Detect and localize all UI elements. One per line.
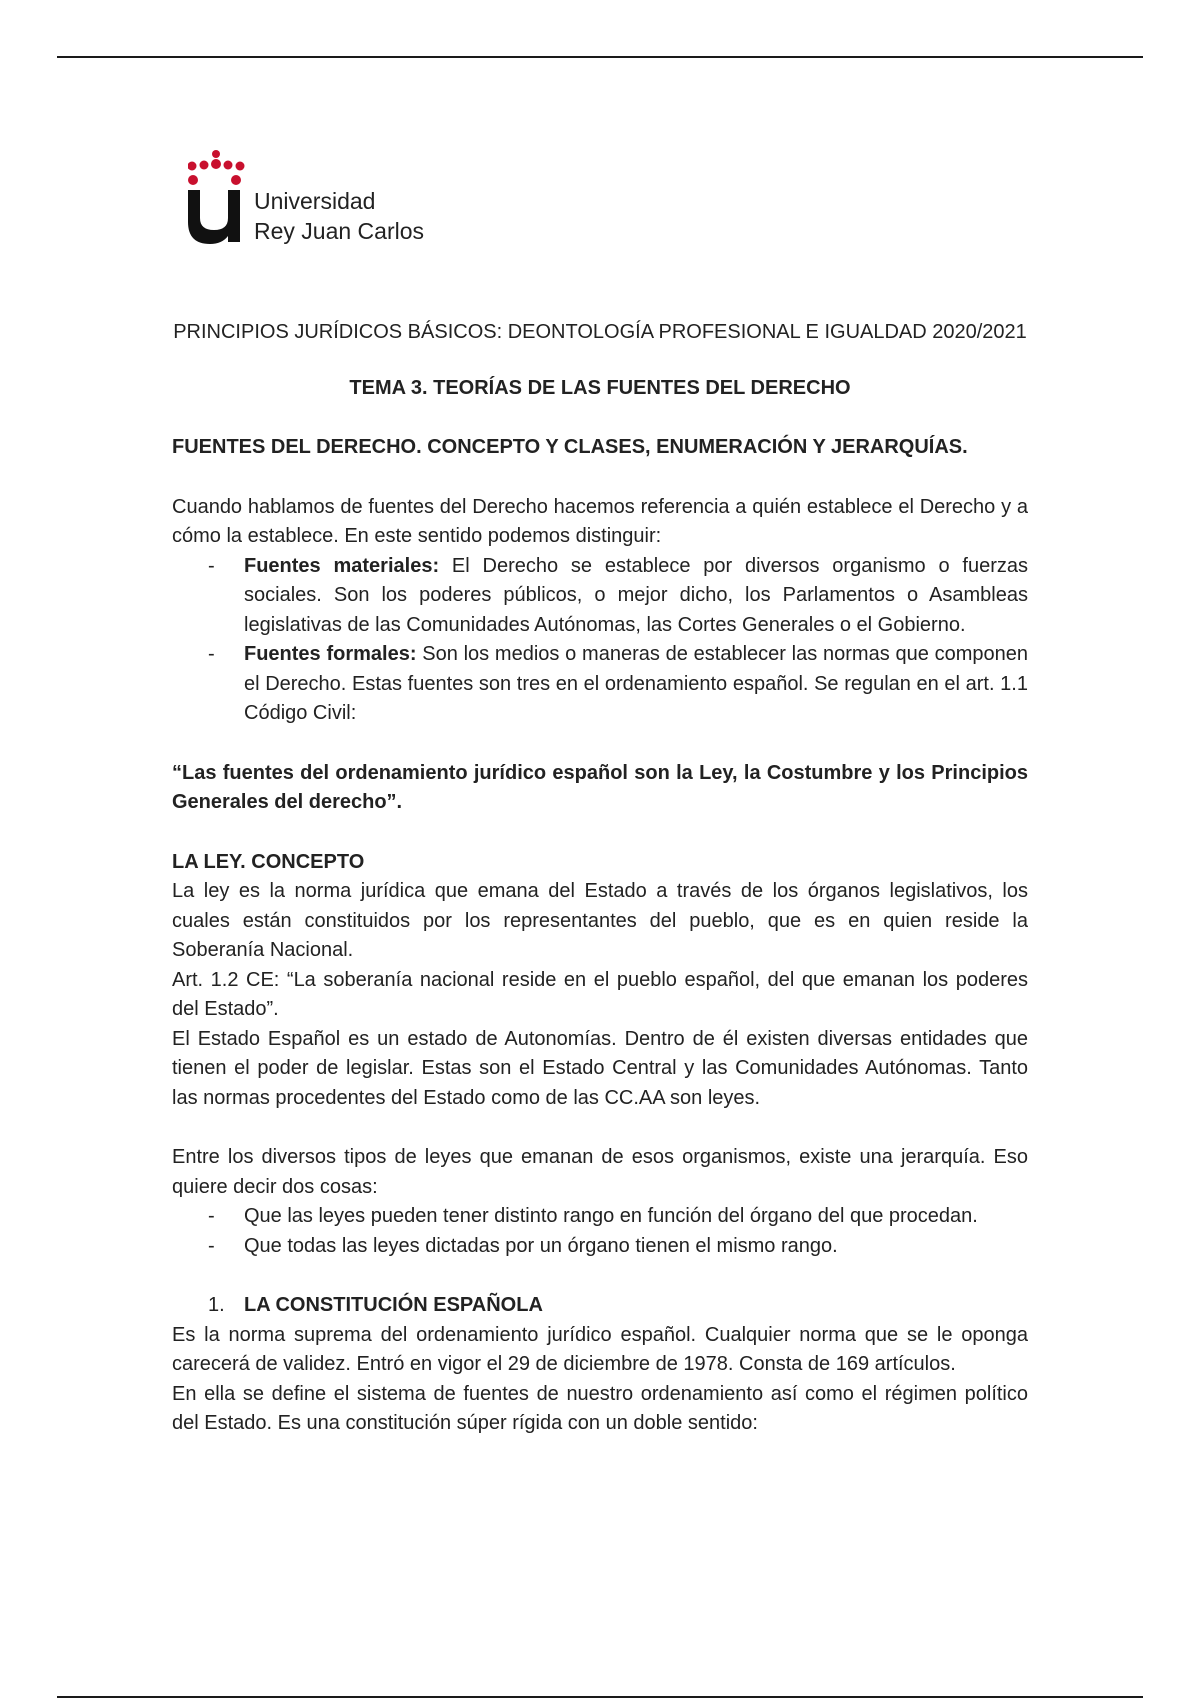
section2-paragraph-1: La ley es la norma jurídica que emana del Estado a través de los órganos legislativos, los cuales están constituidos por los representantes del pueblo, que es en quien reside la Soberanía Nacional. [172,880,1028,961]
section3-paragraph-1: Es la norma suprema del ordenamiento jurídico español. Cualquier norma que se le oponga carecerá de validez. Entró en vigor el 29 de diciembre de 1978. Consta de 169 artículos. [172,1323,1028,1375]
list-item-text: Que las leyes pueden tener distinto rango en función del órgano del que procedan. [244,1205,978,1227]
section1-intro: Cuando hablamos de fuentes del Derecho hacemos referencia a quién establece el Derecho y a cómo la establece. En este sentido podemos distinguir: [172,495,1028,547]
section2-paragraph-2: Art. 1.2 CE: “La soberanía nacional reside en el pueblo español, del que emanan los poderes del Estado”. [172,968,1028,1020]
document-body [172,318,1028,1439]
dash-bullet: - [208,643,215,665]
section3-heading [172,1291,1028,1321]
dash-bullet: - [208,1205,215,1227]
term-text: Son los medios o maneras de establecer las normas que componen el Derecho. Estas fuentes son tres en el ordenamiento español. Se regulan en el art. 1.1 Código Civil: [244,643,1029,724]
dash-bullet: - [208,1234,215,1257]
header-rule [57,56,1143,58]
section2-paragraph-4: Entre los diversos tipos de leyes que emanan de esos organismos, existe una jerarquía. Eso quiere decir dos cosas: [172,1146,1028,1198]
term-label: Fuentes materiales: [244,554,440,577]
university-logo [188,150,448,246]
section2-paragraph-3: El Estado Español es un estado de Autonomías. Dentro de él existen diversas entidades que tienen el poder de legislar. Estas son el Estado Central y las Comunidades Autónomas. Tanto las normas procedentes del Estado como de las CC.AA son leyes. [172,1027,1028,1109]
jerarquia-list [172,1202,1028,1261]
section3-heading-text: LA CONSTITUCIÓN ESPAÑOLA [244,1294,543,1316]
section3-number: 1. [208,1294,225,1316]
fuentes-list [172,552,1028,729]
urjc-crown-u-icon [188,150,252,246]
term-label: Fuentes formales: [244,643,417,665]
list-item-text: Que todas las leyes dictadas por un órgano tienen el mismo rango. [244,1234,838,1257]
tema-title: TEMA 3. TEORÍAS DE LAS FUENTES DEL DERECHO [349,376,851,399]
dash-bullet: - [208,554,215,577]
course-title: PRINCIPIOS JURÍDICOS BÁSICOS: DEONTOLOGÍA PROFESIONAL E IGUALDAD 2020/2021 [173,321,1027,343]
list-item [172,552,1028,641]
list-item [172,640,1028,729]
list-item [172,1202,1028,1232]
footer-rule [57,1696,1143,1698]
logo-line-name: Rey Juan Carlos [254,218,425,244]
section1-heading: FUENTES DEL DERECHO. CONCEPTO Y CLASES, ENUMERACIÓN Y JERARQUÍAS. [172,436,968,458]
section3-paragraph-2: En ella se define el sistema de fuentes de nuestro ordenamiento así como el régimen político del Estado. Es una constitución súper rígida con un doble sentido: [172,1382,1028,1434]
section2-heading: LA LEY. CONCEPTO [172,850,365,873]
logo-line-university: Universidad [254,188,376,214]
codigo-civil-quote: “Las fuentes del ordenamiento jurídico español son la Ley, la Costumbre y los Principios Generales del derecho”. [172,761,1028,813]
term-text: El Derecho se establece por diversos organismo o fuerzas sociales. Son los poderes públicos, o mejor dicho, los Parlamentos o Asambleas legislativas de las Comunidades Autónomas, las Cortes Generales o el Gobierno. [244,554,1028,636]
list-item [172,1232,1028,1262]
